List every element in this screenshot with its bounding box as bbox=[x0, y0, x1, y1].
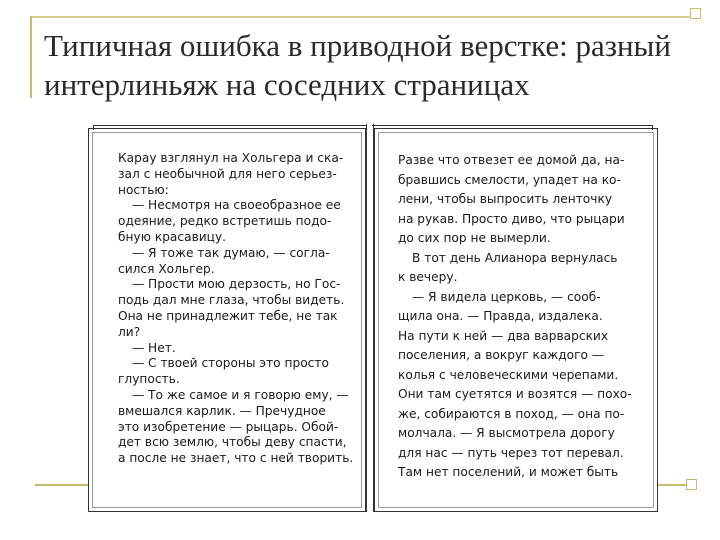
text-line: вмешался карлик. — Пречудное bbox=[118, 403, 326, 418]
text-line: подь дал мне глаза, чтобы видеть. bbox=[118, 293, 345, 308]
text-line: — Нет. bbox=[132, 340, 176, 355]
text-line: Они там суетятся и возятся — похо- bbox=[398, 387, 632, 401]
text-line: дет всю землю, чтобы деву спасти, bbox=[118, 435, 347, 450]
text-line: — Я видела церковь, — сооб- bbox=[412, 289, 601, 304]
text-line: а после не знает, что с ней творить. bbox=[118, 451, 354, 466]
text-line: — Я тоже так думаю, — согла- bbox=[132, 245, 330, 260]
text-line: же, собираются в поход, — она по- bbox=[398, 406, 625, 421]
text-line: лени, чтобы выпросить ленточку bbox=[398, 192, 613, 206]
book-spine bbox=[366, 124, 374, 512]
text-line: это изобретение — рыцарь. Обой- bbox=[118, 419, 339, 434]
frame-bottom-rule-right bbox=[658, 484, 688, 486]
frame-top-rule bbox=[30, 16, 692, 18]
text-line: зал с необычной для него серьез- bbox=[118, 166, 337, 181]
text-line: одеяние, редко встретишь подо- bbox=[118, 214, 332, 229]
text-line: ли? bbox=[118, 324, 141, 339]
text-line: Карау взглянул на Хольгера и ска- bbox=[118, 151, 344, 165]
text-line: бравшись смелости, упадет на ко- bbox=[398, 172, 621, 187]
text-line: — С твоей стороны это просто bbox=[132, 356, 329, 371]
text-line: для нас — путь через тот перевал. bbox=[398, 445, 624, 460]
text-line: бную красавицу. bbox=[118, 229, 227, 244]
text-line: к вечеру. bbox=[398, 270, 458, 284]
text-line: щила она. — Правда, издалека. bbox=[398, 309, 603, 323]
frame-bottom-corner-box bbox=[686, 479, 697, 490]
text-line: — Прости мою дерзость, но Гос- bbox=[132, 277, 341, 292]
text-line: Разве что отвезет ее домой да, на- bbox=[398, 153, 625, 167]
text-line: колья с человеческими черепами. bbox=[398, 367, 619, 382]
text-line: на рукав. Просто диво, что рыцари bbox=[398, 211, 625, 226]
left-page-text bbox=[118, 151, 354, 467]
frame-corner-box bbox=[690, 8, 701, 19]
text-line: ностью: bbox=[118, 182, 169, 197]
text-line: молчала. — Я высмотрела дорогу bbox=[398, 426, 615, 440]
text-line: Там нет поселений, и может быть bbox=[398, 465, 619, 479]
text-line: На пути к ней — два варварских bbox=[398, 328, 609, 343]
text-line: сился Хольгер. bbox=[118, 261, 215, 276]
slide-title: Типичная ошибка в приводной верстке: разный интерлиньяж на соседних страницах bbox=[44, 28, 671, 102]
text-line: В тот день Алианора вернулась bbox=[412, 250, 618, 265]
right-page-text bbox=[398, 151, 632, 483]
text-line: до сих пор не вымерли. bbox=[398, 231, 551, 245]
frame-left-rule bbox=[30, 16, 32, 98]
text-line: глупость. bbox=[118, 372, 180, 387]
text-line: — Несмотря на своеобразное ее bbox=[132, 198, 341, 213]
text-line: Она не принадлежит тебе, не так bbox=[118, 308, 338, 323]
text-line: — То же самое и я говорю ему, — bbox=[132, 387, 349, 402]
frame-bottom-rule-left bbox=[35, 484, 95, 486]
text-line: поселения, а вокруг каждого — bbox=[398, 348, 605, 362]
